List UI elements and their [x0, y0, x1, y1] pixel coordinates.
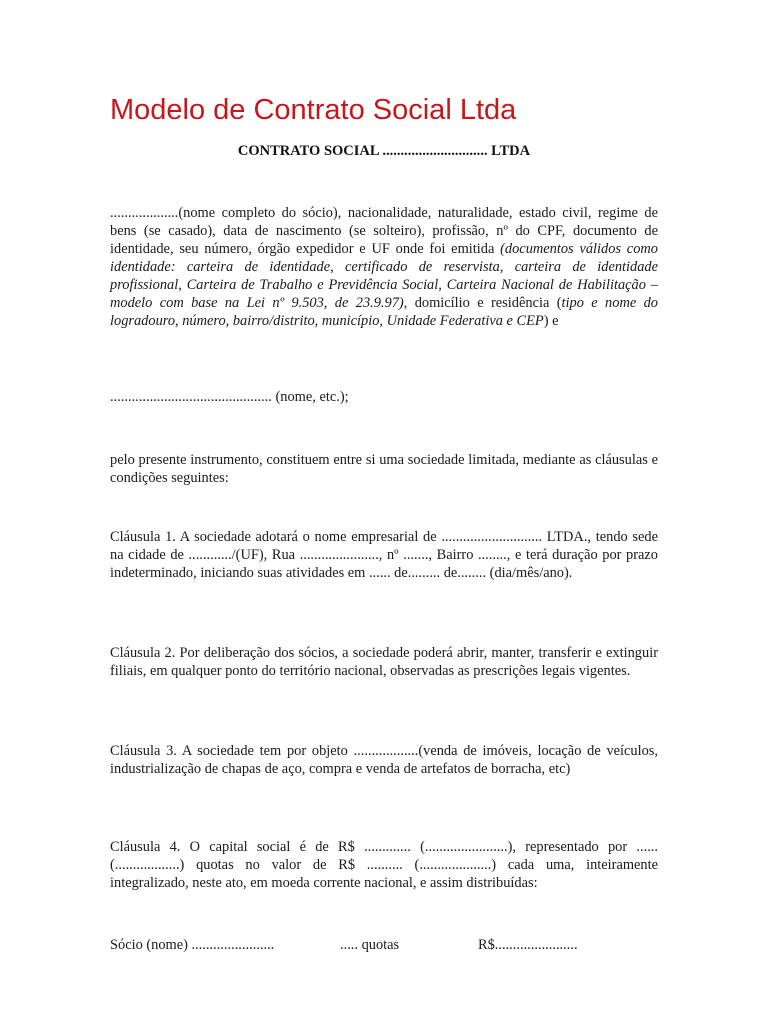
intro-italic-documents: (documentos válidos como identidade: carteira de identidade, certificado de reservista, carteira de identidade profissional, Carteira de Trabalho e Previdência Social, Carteira Nacional de Habilitação – modelo com base na Lei nº 9.503, de 23.9.97)	[110, 241, 658, 311]
clause-1-paragraph: Cláusula 1. A sociedade adotará o nome empresarial de ............................ LTDA., tendo sede na cidade de ............/(UF), Rua ......................, nº ......., Bairro ........, e terá duração por prazo indeterminado, iniciando suas atividades em ...... de......... de........ (dia/mês/ano).	[110, 529, 658, 581]
intro-text-2: , domicílio e residência (	[403, 295, 562, 311]
partner-quotas-field: ..... quotas	[340, 937, 400, 953]
intro-text-1: ...................(nome completo do sócio), nacionalidade, naturalidade, estado civil, regime de bens (se casado), data de nascimento (se solteiro), profissão, nº do CPF, documento de identidade, seu número, órgão expedidor e UF onde foi emitida	[110, 205, 658, 257]
partner-value-field: R$.......................	[478, 937, 578, 953]
constitution-paragraph: pelo presente instrumento, constituem entre si uma sociedade limitada, mediante as cláusulas e condições seguintes:	[110, 452, 658, 486]
contract-subtitle: CONTRATO SOCIAL ............................. LTDA	[237, 143, 531, 159]
clause-4-paragraph: Cláusula 4. O capital social é de R$ ............. (.......................), representado por ...... (..................) quotas no valor de R$ .......... (....................) cada uma, inteiramente integralizado, neste ato, em moeda corrente nacional, e assim distribuídas:	[110, 839, 658, 891]
partner-quota-row	[110, 936, 658, 956]
second-partner-paragraph: ............................................. (nome, etc.);	[110, 389, 349, 405]
intro-italic-address: tipo e nome do logradouro, número, bairro/distrito, município, Unidade Federativa e CEP	[110, 295, 658, 329]
partner-name-field: Sócio (nome) .......................	[110, 937, 275, 953]
clause-2-paragraph: Cláusula 2. Por deliberação dos sócios, a sociedade poderá abrir, manter, transferir e extinguir filiais, em qualquer ponto do território nacional, observadas as prescrições legais vigentes.	[110, 645, 658, 679]
intro-text-3: ) e	[543, 313, 559, 329]
document-title: Modelo de Contrato Social Ltda	[110, 94, 517, 126]
clause-3-paragraph: Cláusula 3. A sociedade tem por objeto ..................(venda de imóveis, locação de veículos, industrialização de chapas de aço, compra e venda de artefatos de borracha, etc)	[110, 743, 658, 777]
first-partner-paragraph	[110, 204, 658, 330]
